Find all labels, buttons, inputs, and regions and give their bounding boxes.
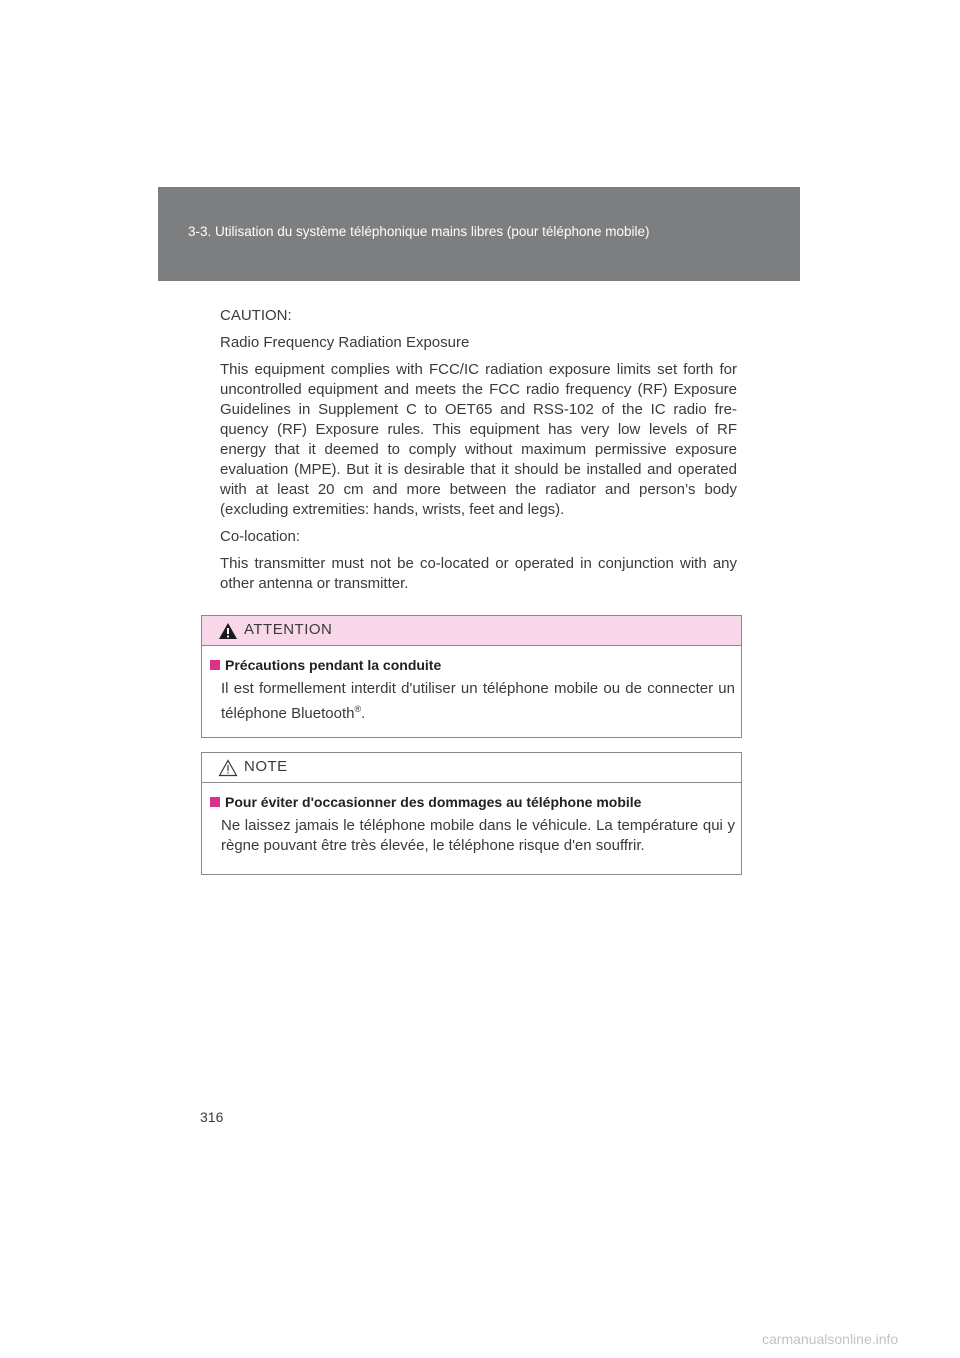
warning-filled-icon bbox=[218, 622, 238, 640]
watermark: carmanualsonline.info bbox=[762, 1331, 899, 1347]
note-title: NOTE bbox=[244, 758, 288, 775]
note-item-heading bbox=[210, 794, 735, 810]
registered-mark: ® bbox=[354, 704, 362, 714]
page-number: 316 bbox=[200, 1109, 224, 1125]
section-title: 3-3. Utilisation du système téléphonique mains libres (pour téléphone mobile) bbox=[188, 224, 650, 239]
note-item-title: Pour éviter d'occasionner des dommages au téléphone mobile bbox=[225, 794, 642, 810]
colocation-text: This transmitter must not be co-located or operated in conjunction with any other antenna or transmitter. bbox=[220, 555, 737, 592]
note-box bbox=[201, 752, 742, 875]
caution-paragraph: This equipment complies with FCC/IC radiation exposure limits set forth for uncontrolled equipment and meets the FCC radio frequency (RF) Exposure Guidelines in Supplement C to OET65 and RSS-102 of the IC radio fre-quency (RF) Exposure rules. This equipment has very low levels of RF energy that it deemed to comply without maximum permissive exposure evaluation (MPE). But it is desirable that it should be installed and operated with at least 20 cm and more between the radiator and person’s body (excluding extremities: hands, wrists, feet and legs). bbox=[220, 361, 737, 518]
attention-header bbox=[202, 616, 741, 646]
note-body bbox=[202, 783, 741, 868]
note-header bbox=[202, 753, 741, 783]
caution-subheading: Radio Frequency Radiation Exposure bbox=[220, 334, 470, 351]
attention-title: ATTENTION bbox=[244, 621, 333, 638]
square-bullet-icon bbox=[210, 797, 220, 807]
colocation-heading: Co-location: bbox=[220, 528, 301, 545]
attention-box bbox=[201, 615, 742, 738]
note-item-text: Ne laissez jamais le téléphone mobile dans le véhicule. La température qui y règne pouvant être très élevée, le téléphone risque d'en souffrir. bbox=[221, 817, 735, 854]
attention-body bbox=[202, 646, 741, 736]
attention-item-heading bbox=[210, 657, 735, 673]
square-bullet-icon bbox=[210, 660, 220, 670]
caution-block bbox=[220, 306, 737, 594]
attention-item-title: Précautions pendant la conduite bbox=[225, 657, 442, 673]
section-header-band bbox=[158, 187, 800, 281]
attention-item-text-main: Il est formellement interdit d'utiliser un téléphone mobile ou de connecter un téléphone Bluetooth bbox=[221, 680, 735, 722]
warning-outline-icon bbox=[218, 759, 238, 777]
attention-item-text-end: . bbox=[361, 705, 366, 722]
attention-item-text bbox=[221, 679, 735, 724]
caution-heading: CAUTION: bbox=[220, 307, 292, 324]
